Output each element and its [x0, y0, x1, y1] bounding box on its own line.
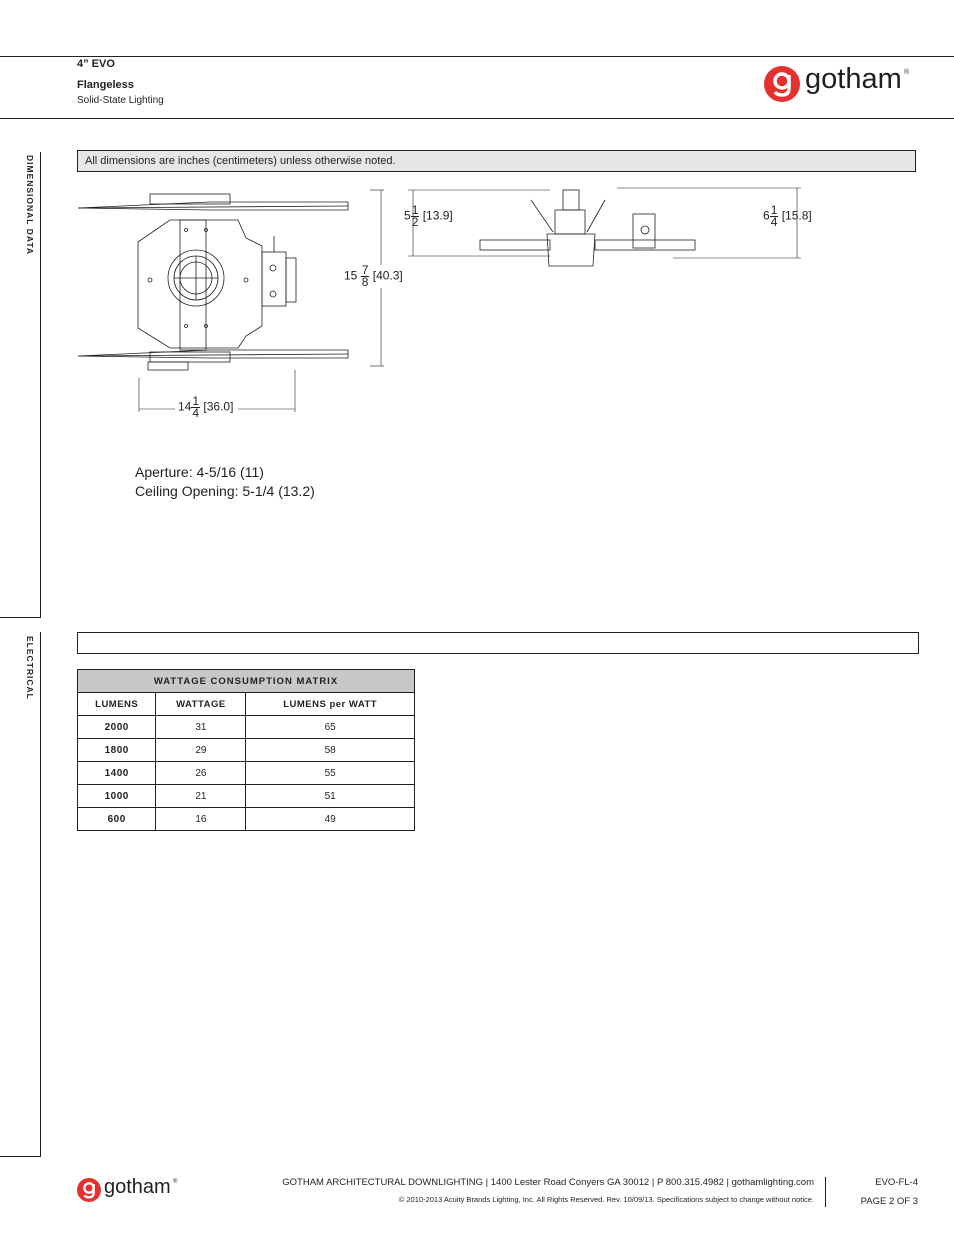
section-divider-dimensional-bottom: [0, 617, 41, 618]
height-whole: 15: [344, 268, 358, 283]
side-view-right-label: [763, 205, 812, 228]
cell-lumens-per-watt: 65: [246, 716, 415, 739]
footer-divider: [825, 1177, 826, 1207]
col-header-wattage: WATTAGE: [156, 693, 246, 716]
cell-wattage: 26: [156, 762, 246, 785]
col-header-lumens: LUMENS: [78, 693, 156, 716]
table-row: [78, 808, 415, 831]
cell-lumens-per-watt: 58: [246, 739, 415, 762]
footer-doc-code: EVO-FL-4: [875, 1177, 918, 1188]
brand-logo-header: [764, 64, 914, 104]
left-whole: 5: [404, 208, 411, 223]
side-view-drawing: [405, 180, 815, 270]
table-row: [78, 716, 415, 739]
left-metric: [13.9]: [422, 208, 453, 223]
footer-address: GOTHAM ARCHITECTURAL DOWNLIGHTING | 1400 Lester Road Conyers GA 30012 | P 800.315.4982 | gothamlighting.com: [282, 1177, 814, 1188]
height-den: 8: [361, 275, 369, 289]
cell-lumens: 2000: [78, 716, 156, 739]
gotham-g-icon: [77, 1178, 101, 1202]
brand-wordmark: gotham: [805, 63, 902, 95]
cell-wattage: 16: [156, 808, 246, 831]
gotham-g-icon: [764, 66, 800, 102]
top-view-height-label: [344, 265, 403, 288]
right-den: 4: [770, 215, 778, 229]
footer-page-number: PAGE 2 OF 3: [860, 1196, 918, 1207]
registered-mark: ®: [173, 1179, 178, 1185]
cell-wattage: 21: [156, 785, 246, 808]
header-top-rule: [0, 56, 954, 57]
width-metric: [36.0]: [203, 399, 234, 414]
section-divider-electrical-bottom: [0, 1156, 41, 1157]
cell-lumens-per-watt: 49: [246, 808, 415, 831]
cell-lumens-per-watt: 55: [246, 762, 415, 785]
aperture-notes: [135, 463, 315, 501]
right-whole: 6: [763, 208, 770, 223]
left-den: 2: [411, 215, 419, 229]
dimension-note: All dimensions are inches (centimeters) unless otherwise noted.: [85, 155, 396, 167]
cell-wattage: 31: [156, 716, 246, 739]
ceiling-opening-size: Ceiling Opening: 5-1/4 (13.2): [135, 483, 315, 499]
product-subtitle: Flangeless: [77, 79, 134, 91]
width-den: 4: [192, 406, 200, 420]
right-num: 1: [770, 203, 778, 217]
section-divider-electrical: [40, 632, 41, 1157]
width-num: 1: [192, 394, 200, 408]
width-whole: 14: [178, 399, 192, 414]
height-metric: [40.3]: [372, 268, 403, 283]
table-row: [78, 739, 415, 762]
product-title: 4” EVO: [77, 58, 115, 70]
footer-copyright: © 2010-2013 Acuity Brands Lighting, Inc. All Rights Reserved. Rev. 10/09/13. Specifications subject to change without notice.: [398, 1195, 814, 1204]
electrical-section-bar: [77, 632, 919, 654]
right-metric: [15.8]: [781, 208, 812, 223]
aperture-size: Aperture: 4-5/16 (11): [135, 464, 264, 480]
cell-lumens: 1400: [78, 762, 156, 785]
cell-lumens-per-watt: 51: [246, 785, 415, 808]
top-view-width-label: [178, 396, 233, 419]
side-view-left-label: [404, 205, 453, 228]
cell-lumens: 1000: [78, 785, 156, 808]
cell-lumens: 600: [78, 808, 156, 831]
section-divider-dimensional: [40, 152, 41, 618]
cell-wattage: 29: [156, 739, 246, 762]
col-header-lumens-per-watt: LUMENS per WATT: [246, 693, 415, 716]
brand-wordmark: gotham: [104, 1176, 171, 1198]
wattage-consumption-table: [77, 669, 415, 831]
left-num: 1: [411, 203, 419, 217]
dimension-note-bar: [77, 150, 916, 172]
table-row: [78, 762, 415, 785]
header-bottom-rule: [0, 118, 954, 119]
registered-mark: ®: [904, 69, 910, 76]
top-view-drawing: [70, 180, 400, 420]
cell-lumens: 1800: [78, 739, 156, 762]
table-row: [78, 785, 415, 808]
product-tagline: Solid-State Lighting: [77, 95, 164, 106]
height-num: 7: [361, 263, 369, 277]
brand-logo-footer: [77, 1176, 187, 1204]
table-caption: WATTAGE CONSUMPTION MATRIX: [78, 670, 415, 693]
